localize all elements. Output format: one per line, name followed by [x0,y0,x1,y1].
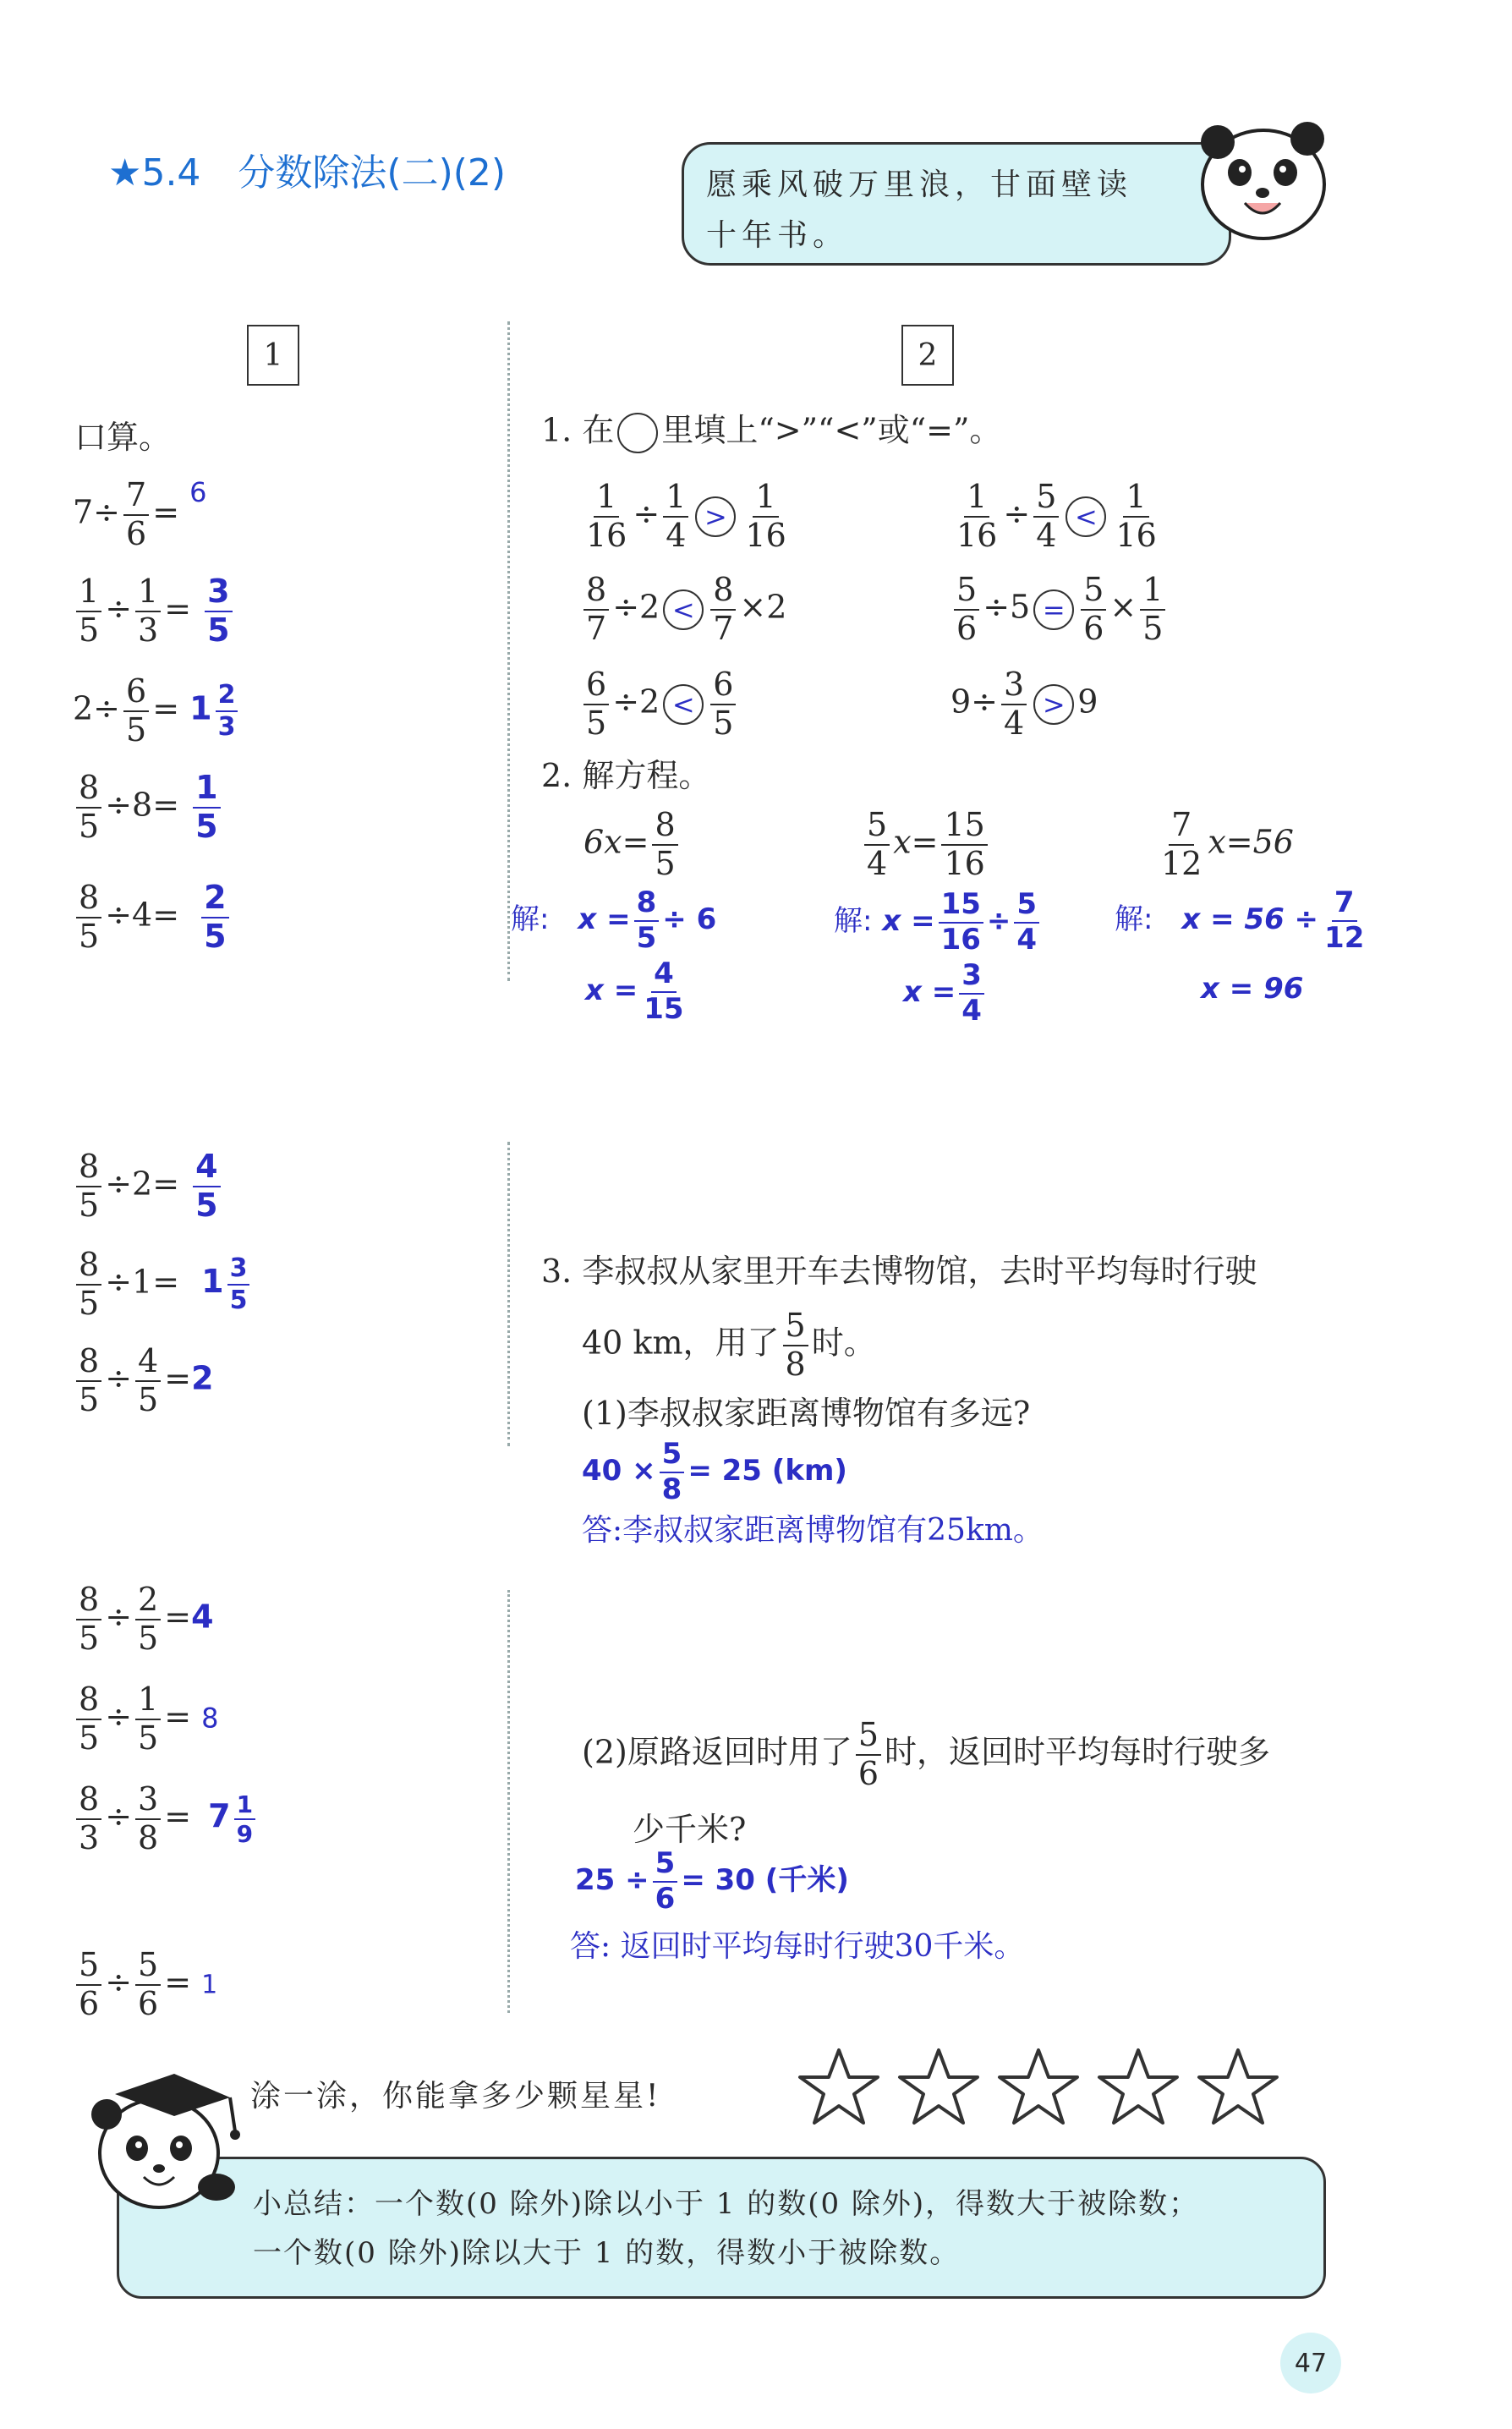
q3-part1: (1)李叔叔家距离博物馆有多远? [582,1395,1031,1432]
compare-item: $\frac{8}{7}$ ÷2 < $\frac{8}{7}$ ×2 [580,573,786,646]
equation-3: $\frac{7}{12}$ x=56 [1161,806,1294,882]
comparison-answer: < [1066,496,1106,537]
graduate-panda-icon [81,2060,259,2229]
q3-line1: 3. 李叔叔从家里开车去博物馆，去时平均每时行驶 [541,1253,1257,1290]
star-rating [797,2043,1287,2136]
summary-line-2: 一个数(0 除外)除以大于 1 的数，得数小于被除数。 [253,2236,961,2270]
answer: 1 [201,1263,224,1301]
solution-3-result: x = 96 [1201,972,1304,1006]
comparison-answer: > [1033,684,1074,725]
answer: 1 [201,1970,218,2000]
answer: 7 [208,1797,231,1835]
mental-math-item: $\frac{8}{5}$ ÷ $\frac{1}{5}$ = 8 [73,1683,219,1756]
mental-math-item: 7÷ $\frac{7}{6}$ = $^6$ [73,476,207,552]
circle-placeholder-icon [617,413,658,453]
page-title: 5.4 分数除法(二)(2) [141,151,507,195]
equation-1: 6x= $\frac{8}{5}$ [583,809,682,881]
mental-math-item: $\frac{8}{3}$ ÷ $\frac{3}{8}$ = 7 $\frac{1}{9}$ [73,1783,259,1856]
mental-math-item: $\frac{1}{5}$ ÷ $\frac{1}{3}$ = $\frac{3}{5}$ [73,575,236,648]
q3-line2: 40 km，用了 $\frac{5}{8}$ 时。 [582,1307,876,1383]
answer: $\frac{2}{5}$ [201,881,228,954]
summary-box [117,2157,1326,2299]
solution-3: 解: x = 56 ÷ $\frac{7}{12}$ [1115,886,1365,955]
column-divider [507,1142,510,1446]
q3-part1-calc: 40 × $\frac{5}{8}$ = 25 (km) [582,1437,847,1506]
q3-part2-calc: 25 ÷ $\frac{5}{6}$ = 30 (千米) [575,1846,849,1916]
section-number-box: 1 [247,325,299,386]
answer: $\frac{3}{5}$ [227,1255,250,1313]
compare-item: $\frac{1}{16}$ ÷ $\frac{5}{4}$ < $\frac{1}{16}$ [956,478,1157,554]
star-icon [1199,2050,1277,2123]
comparison-answer: < [663,589,704,630]
solution-1: 解: x = $\frac{8}{5}$ ÷ 6 [511,886,717,955]
answer: $\frac{3}{5}$ [205,575,232,648]
comparison-answer: = [1033,589,1074,630]
solution-2: 解: x = $\frac{15}{16}$ ÷ $\frac{5}{4}$ [834,890,1043,955]
answer: 2 [191,1359,214,1397]
star-icon [900,2050,978,2123]
motto-bubble [682,142,1231,266]
compare-item: 9÷ $\frac{3}{4}$ > 9 [950,666,1098,742]
answer: $\frac{2}{3}$ [216,682,238,740]
page-number: 47 [1280,2333,1341,2393]
column-divider [507,321,510,981]
mental-math-item: $\frac{8}{5}$ ÷8= $\frac{1}{5}$ [73,771,224,844]
mental-math-item: $\frac{5}{6}$ ÷ $\frac{5}{6}$ = 1 [73,1949,217,2021]
answer: $\frac{1}{9}$ [234,1792,255,1847]
panda-icon [1194,118,1338,245]
mental-math-item: $\frac{8}{5}$ ÷ $\frac{2}{5}$ =4 [73,1583,214,1656]
q1-instruction: 1. 在 里填上“>”“<”或“=”。 [541,413,1001,453]
star-icon [1000,2050,1077,2123]
q2-title: 2. 解方程。 [541,757,711,794]
equation-2: $\frac{5}{4}$ x= $\frac{15}{16}$ [861,809,991,881]
compare-item: $\frac{1}{16}$ ÷ $\frac{1}{4}$ > $\frac{1}{16}$ [586,478,786,554]
mental-math-item: 2÷ $\frac{6}{5}$ = 1 $\frac{2}{3}$ [73,675,241,748]
compare-item: $\frac{6}{5}$ ÷2 < $\frac{6}{5}$ [580,668,739,741]
comparison-answer: < [663,684,704,725]
comparison-answer: > [695,496,736,537]
star-icon [800,2050,878,2123]
q3-part2-cont: 少千米? [633,1811,747,1848]
answer: 8 [201,1702,219,1735]
mental-math-item: $\frac{8}{5}$ ÷1= 1 $\frac{3}{5}$ [73,1248,253,1321]
compare-item: $\frac{5}{6}$ ÷5 = $\frac{5}{6}$ × $\frac{1}{5}$ [950,573,1169,646]
column-divider [507,1590,510,2013]
stars-prompt: 涂一涂，你能拿多少颗星星! [250,2079,661,2114]
q3-part2: (2)原路返回时用了 $\frac{5}{6}$ 时，返回时平均每时行驶多 [582,1716,1271,1792]
answer: 4 [191,1598,214,1636]
mental-math-item: $\frac{8}{5}$ ÷2= $\frac{4}{5}$ [73,1150,224,1223]
mental-math-item: $\frac{8}{5}$ ÷4= $\frac{2}{5}$ [73,881,233,954]
answer: 6 [189,476,207,508]
summary-line-1: 小总结：一个数(0 除外)除以小于 1 的数(0 除外)，得数大于被除数； [253,2187,1200,2221]
solution-1-result: x = $\frac{4}{15}$ [585,957,684,1026]
star-icon: ★ [108,151,142,195]
q3-part1-answer: 答:李叔叔家距离博物馆有25km。 [582,1513,1044,1548]
answer: 1 [189,689,212,727]
answer: $\frac{4}{5}$ [193,1150,220,1223]
star-icon [1099,2050,1177,2123]
answer: $\frac{1}{5}$ [193,771,220,844]
mental-math-item: $\frac{8}{5}$ ÷ $\frac{4}{5}$ =2 [73,1345,214,1417]
q3-part2-answer: 答: 返回时平均每时行驶30千米。 [570,1929,1025,1964]
solution-2-result: x = $\frac{3}{4}$ [903,961,988,1026]
title [108,142,506,196]
section-number-box: 2 [901,325,954,386]
section1-heading: 口算。 [74,419,172,456]
motto-text: 愿乘风破万里浪，甘面壁读十年书。 [706,167,1133,253]
